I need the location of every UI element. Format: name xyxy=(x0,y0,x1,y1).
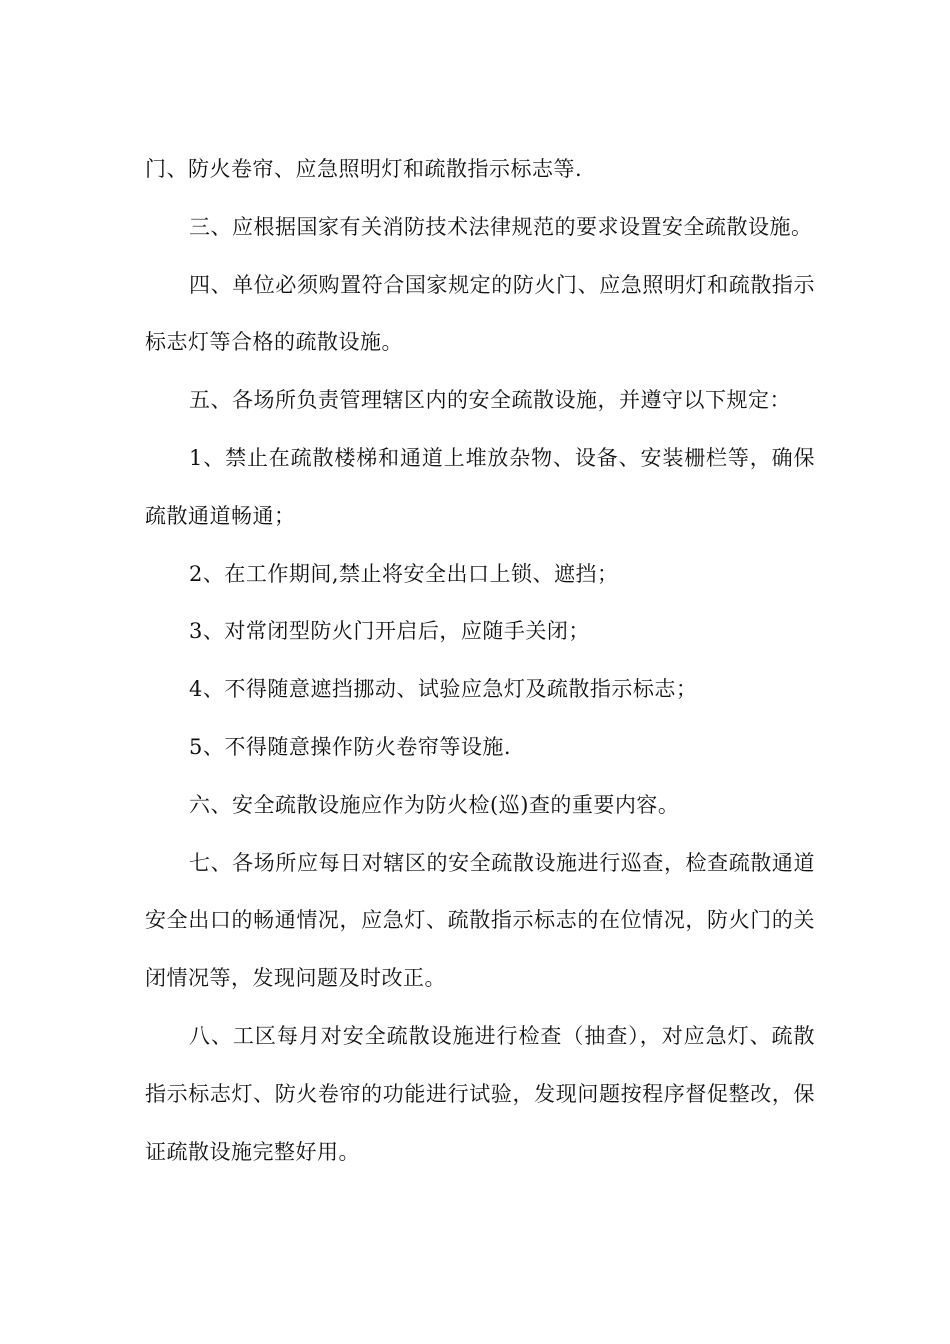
paragraph-item-7: 七、各场所应每日对辖区的安全疏散设施进行巡查，检查疏散通道安全出口的畅通情况，应急灯、疏散指示标志的在位情况，防火门的关闭情况等，发现问题及时改正。 xyxy=(145,850,815,991)
paragraph-continuation: 门、防火卷帘、应急照明灯和疏散指示标志等. xyxy=(145,157,583,181)
paragraph-item-3: 三、应根据国家有关消防技术法律规范的要求设置安全疏散设施。 xyxy=(189,214,813,239)
paragraph-rule-2: 2、在工作期间,禁止将安全出口上锁、遮挡； xyxy=(189,561,619,586)
paragraph-item-6: 六、安全疏散设施应作为防火检(巡)查的重要内容。 xyxy=(189,792,680,817)
paragraph-item-8: 八、工区每月对安全疏散设施进行检查（抽查），对应急灯、疏散指示标志灯、防火卷帘的功能进行试验，发现问题按程序督促整改，保证疏散设施完整好用。 xyxy=(145,1023,815,1164)
paragraph-rule-1: 1、禁止在疏散楼梯和通道上堆放杂物、设备、安装栅栏等，确保疏散通道畅通； xyxy=(145,445,815,528)
paragraph-item-4: 四、单位必须购置符合国家规定的防火门、应急照明灯和疏散指示标志灯等合格的疏散设施。 xyxy=(145,272,815,355)
paragraph-rule-3: 3、对常闭型防火门开启后，应随手关闭； xyxy=(189,619,590,644)
paragraph-rule-5: 5、不得随意操作防火卷帘等设施. xyxy=(189,734,512,759)
paragraph-item-5: 五、各场所负责管理辖区内的安全疏散设施，并遵守以下规定： xyxy=(189,388,791,413)
document-body xyxy=(145,141,815,1181)
paragraph-rule-4: 4、不得随意遮挡挪动、试验应急灯及疏散指示标志； xyxy=(189,677,698,702)
